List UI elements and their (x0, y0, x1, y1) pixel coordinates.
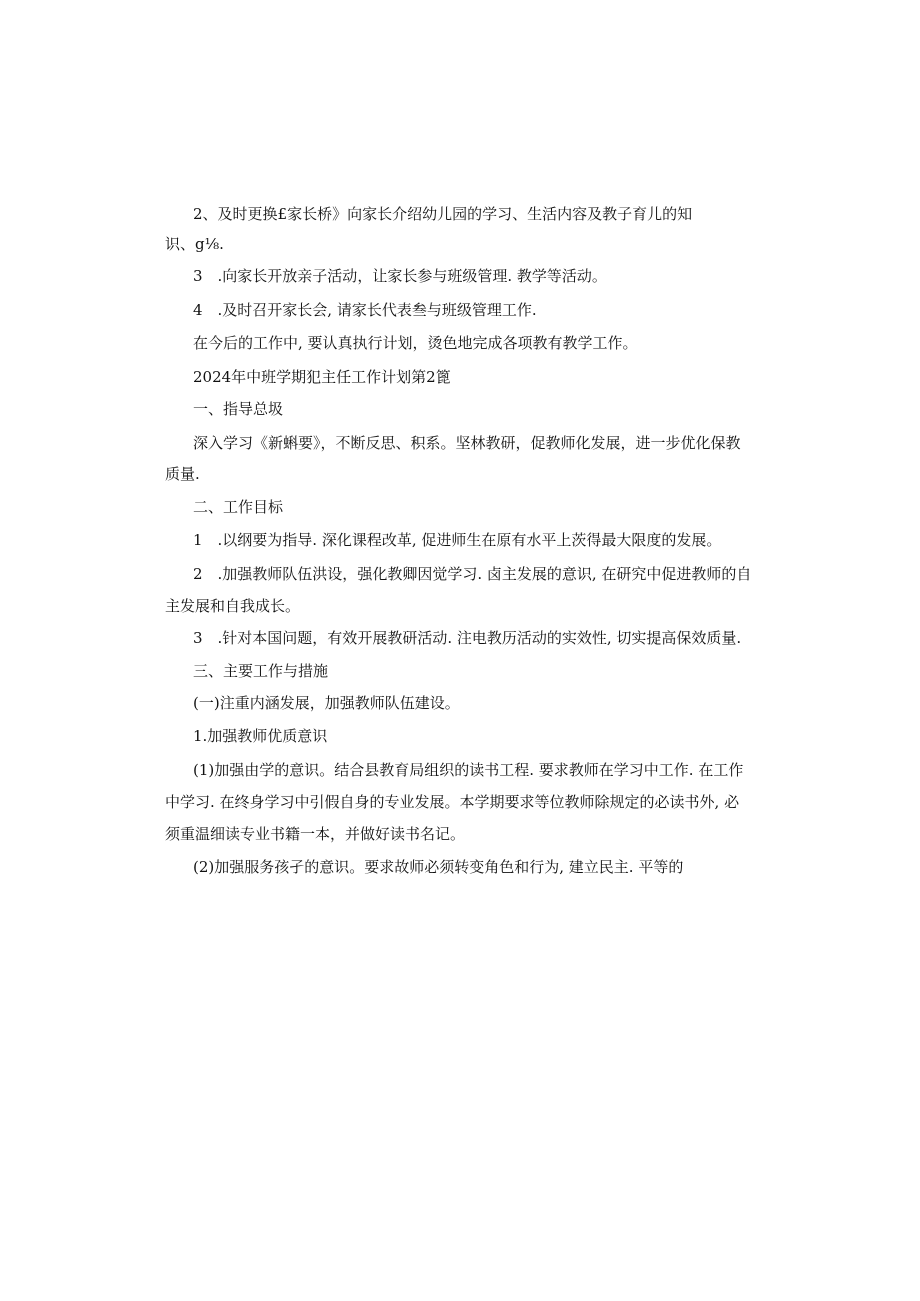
closing-paragraph: 在今后的工作中, 要认真执行计划，烫色地完成各项教有教学工作。 (193, 334, 638, 352)
subheading-quality-awareness: 1.加强教师优质意识 (193, 727, 328, 745)
guidance-paragraph: 深入学习《新蝌要》，不断反思、积系。坚林教研，促教师化发展，进一步优化保教 (193, 434, 741, 452)
measure-paragraph-1: (1)加强由学的意识。结合县教育局组织的读书工程. 要求教师在学习中工作. 在工作 (193, 761, 744, 779)
subheading-teacher-team: (一)注重内涵发展，加强教师队伍建设。 (193, 694, 460, 712)
goal-item-2: 2 .加强教师队伍洪设，强化教卿因觉学习. 卤主发展的意识, 在研究中促进教师的自 (193, 565, 752, 583)
measure-paragraph-1-line-2: 中学习. 在终身学习中引假自身的专业发展。本学期要求等位教师除规定的必读书外, 必 (165, 793, 740, 811)
list-item-3: 3 .向家长开放亲子活动，让家长参与班级管理. 教学等活动。 (193, 267, 607, 285)
heading-guidance: 一、指导总圾 (193, 400, 284, 418)
heading-measures: 三、主要工作与措施 (193, 662, 329, 680)
goal-item-3: 3 .针对本国问题，有效开展教研活动. 注电教历活动的实效性, 切实提高保效质量. (193, 629, 742, 647)
list-item-2: 2、及时更换£家长桥》向家长介绍幼儿园的学习、生活内容及教子育儿的知 (193, 205, 693, 223)
goal-item-1: 1 .以纲要为指导. 深化课程改革, 促进师生在原有水平上茨得最大限度的发展。 (193, 531, 722, 549)
measure-paragraph-2: (2)加强服务孩孑的意识。要求故师必须转变角色和行为, 建立民主. 平等的 (193, 858, 684, 876)
list-item-4: 4 .及时召开家长会, 请家长代表叁与班级管理工作. (193, 301, 537, 319)
list-item-2-continuation: 识、g⅛. (165, 235, 224, 253)
goal-item-2-continuation: 主发展和自我成长。 (165, 597, 301, 615)
heading-goals: 二、工作目标 (193, 498, 284, 516)
measure-paragraph-1-line-3: 须重温细读专业书籍一本，并做好读书名记。 (165, 825, 466, 843)
section-title: 2024年中班学期犯主任工作计划第2篦 (193, 368, 451, 386)
guidance-paragraph-continuation: 质量. (165, 465, 200, 483)
